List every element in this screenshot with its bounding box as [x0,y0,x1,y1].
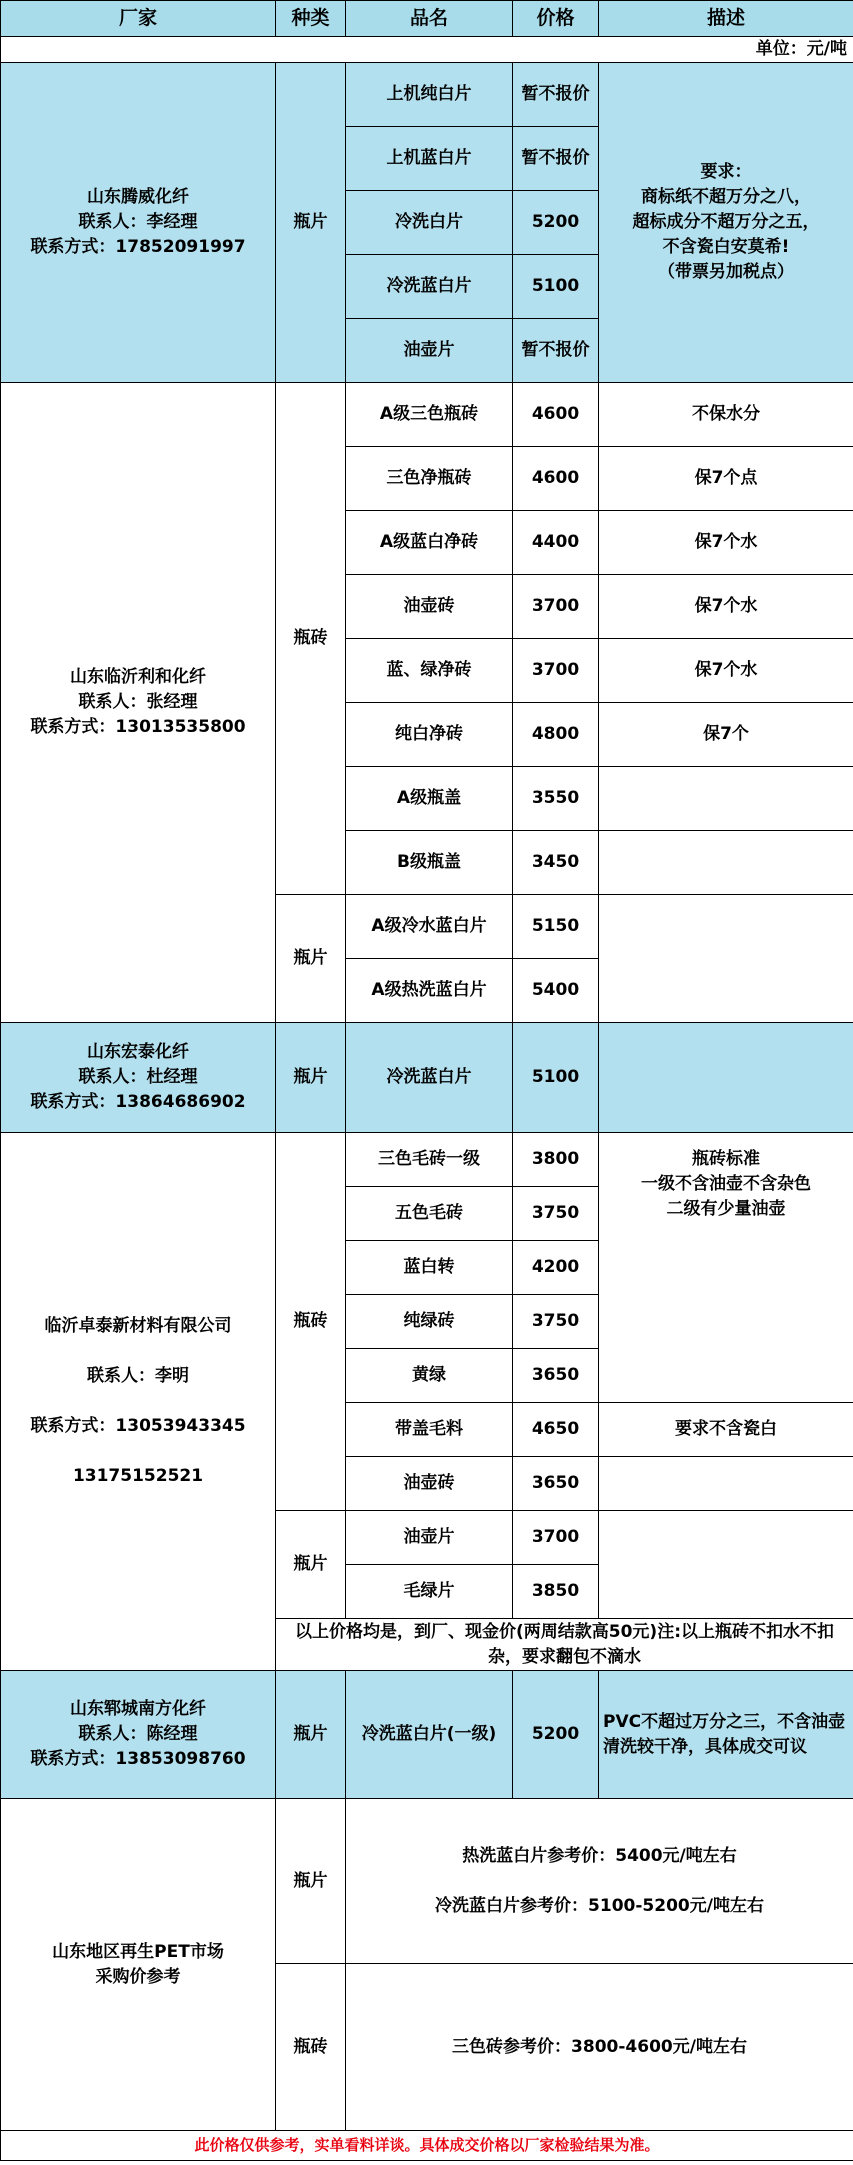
product-cell: 黄绿 [346,1349,513,1403]
description-cell: PVC不超过万分之三，不含油壶清洗较干净，具体成交可议 [599,1671,853,1799]
header-type: 种类 [276,1,346,37]
price-cell: 3850 [513,1565,599,1619]
type-cell: 瓶砖 [276,1964,346,2131]
factory-cell: 山东宏泰化纤 联系人：杜经理 联系方式：13864686902 [1,1023,276,1133]
product-cell: A级冷水蓝白片 [346,895,513,959]
price-cell: 暂不报价 [513,319,599,383]
reference-cell: 三色砖参考价：3800-4600元/吨左右 [346,1964,853,2131]
footer-note: 此价格仅供参考，实单看料详谈。具体成交价格以厂家检验结果为准。 [1,2131,853,2161]
description-cell: 不保水分 [599,383,853,447]
price-cell: 3700 [513,1511,599,1565]
product-cell: A级蓝白净砖 [346,511,513,575]
header-factory: 厂家 [1,1,276,37]
description-cell: 要求不含瓷白 [599,1403,853,1457]
table-row [1,63,853,127]
product-cell: B级瓶盖 [346,831,513,895]
price-cell: 3550 [513,767,599,831]
description-cell [599,831,853,895]
price-cell: 3800 [513,1133,599,1187]
price-cell: 5200 [513,191,599,255]
product-cell: 上机蓝白片 [346,127,513,191]
table-row [1,383,853,447]
price-cell: 暂不报价 [513,63,599,127]
product-cell: 油壶砖 [346,575,513,639]
description-cell: 保7个点 [599,447,853,511]
product-cell: A级瓶盖 [346,767,513,831]
product-cell: 油壶砖 [346,1457,513,1511]
description-cell [599,1023,853,1133]
product-cell: A级三色瓶砖 [346,383,513,447]
product-cell: A级热洗蓝白片 [346,959,513,1023]
table-row [1,1023,853,1133]
product-cell: 纯白净砖 [346,703,513,767]
price-cell: 4650 [513,1403,599,1457]
factory-cell: 临沂卓泰新材料有限公司 联系人：李明 联系方式：13053943345 13175152521 [1,1133,276,1671]
header-description: 描述 [599,1,853,37]
price-cell: 5150 [513,895,599,959]
product-cell: 蓝、绿净砖 [346,639,513,703]
description-cell: 保7个水 [599,575,853,639]
price-cell: 3450 [513,831,599,895]
header-row [1,1,853,37]
price-cell: 4200 [513,1241,599,1295]
type-cell: 瓶片 [276,1799,346,1964]
price-cell: 5100 [513,1023,599,1133]
description-cell: 保7个水 [599,511,853,575]
type-cell: 瓶砖 [276,383,346,895]
price-cell: 3750 [513,1187,599,1241]
table-row [1,1671,853,1799]
header-product: 品名 [346,1,513,37]
type-cell: 瓶砖 [276,1133,346,1511]
type-cell: 瓶片 [276,895,346,1023]
product-cell: 带盖毛料 [346,1403,513,1457]
table-row [1,1133,853,1187]
type-cell: 瓶片 [276,63,346,383]
description-cell: 要求： 商标纸不超万分之八， 超标成分不超万分之五， 不含瓷白安莫希! （带票另加税点） [599,63,853,383]
product-cell: 冷洗白片 [346,191,513,255]
price-cell: 3650 [513,1349,599,1403]
price-cell: 5200 [513,1671,599,1799]
footer-row [1,2131,853,2161]
price-cell: 4800 [513,703,599,767]
price-cell: 5100 [513,255,599,319]
product-cell: 纯绿砖 [346,1295,513,1349]
price-cell: 3750 [513,1295,599,1349]
product-cell: 上机纯白片 [346,63,513,127]
description-cell: 保7个水 [599,639,853,703]
price-cell: 3700 [513,639,599,703]
factory-cell: 山东郓城南方化纤 联系人：陈经理 联系方式：13853098760 [1,1671,276,1799]
product-cell: 冷洗蓝白片 [346,255,513,319]
price-cell: 4600 [513,383,599,447]
header-price: 价格 [513,1,599,37]
product-cell: 冷洗蓝白片(一级) [346,1671,513,1799]
price-cell: 3700 [513,575,599,639]
description-cell: 瓶砖标准 一级不含油壶不含杂色 二级有少量油壶 [599,1133,853,1403]
product-cell: 油壶片 [346,1511,513,1565]
reference-cell: 热洗蓝白片参考价：5400元/吨左右 冷洗蓝白片参考价：5100-5200元/吨左右 [346,1799,853,1964]
description-cell: 保7个 [599,703,853,767]
product-cell: 三色净瓶砖 [346,447,513,511]
product-cell: 五色毛砖 [346,1187,513,1241]
description-cell [599,1511,853,1619]
price-cell: 3650 [513,1457,599,1511]
product-cell: 冷洗蓝白片 [346,1023,513,1133]
factory-cell: 山东腾威化纤 联系人：李经理 联系方式：17852091997 [1,63,276,383]
price-cell: 4400 [513,511,599,575]
product-cell: 蓝白转 [346,1241,513,1295]
type-cell: 瓶片 [276,1671,346,1799]
price-cell: 5400 [513,959,599,1023]
product-cell: 毛绿片 [346,1565,513,1619]
product-cell: 三色毛砖一级 [346,1133,513,1187]
factory-cell: 山东临沂利和化纤 联系人：张经理 联系方式：13013535800 [1,383,276,1023]
description-cell [599,767,853,831]
price-cell: 暂不报价 [513,127,599,191]
unit-row [1,37,853,63]
factory-cell: 山东地区再生PET市场 采购价参考 [1,1799,276,2131]
price-cell: 4600 [513,447,599,511]
description-cell [599,895,853,1023]
note-cell: 以上价格均是，到厂、现金价(两周结款高50元)注:以上瓶砖不扣水不扣杂，要求翻包不滴水 [276,1619,853,1671]
unit-label: 单位：元/吨 [1,37,853,63]
type-cell: 瓶片 [276,1023,346,1133]
description-cell [599,1457,853,1511]
type-cell: 瓶片 [276,1511,346,1619]
table-row [1,1799,853,1964]
product-cell: 油壶片 [346,319,513,383]
